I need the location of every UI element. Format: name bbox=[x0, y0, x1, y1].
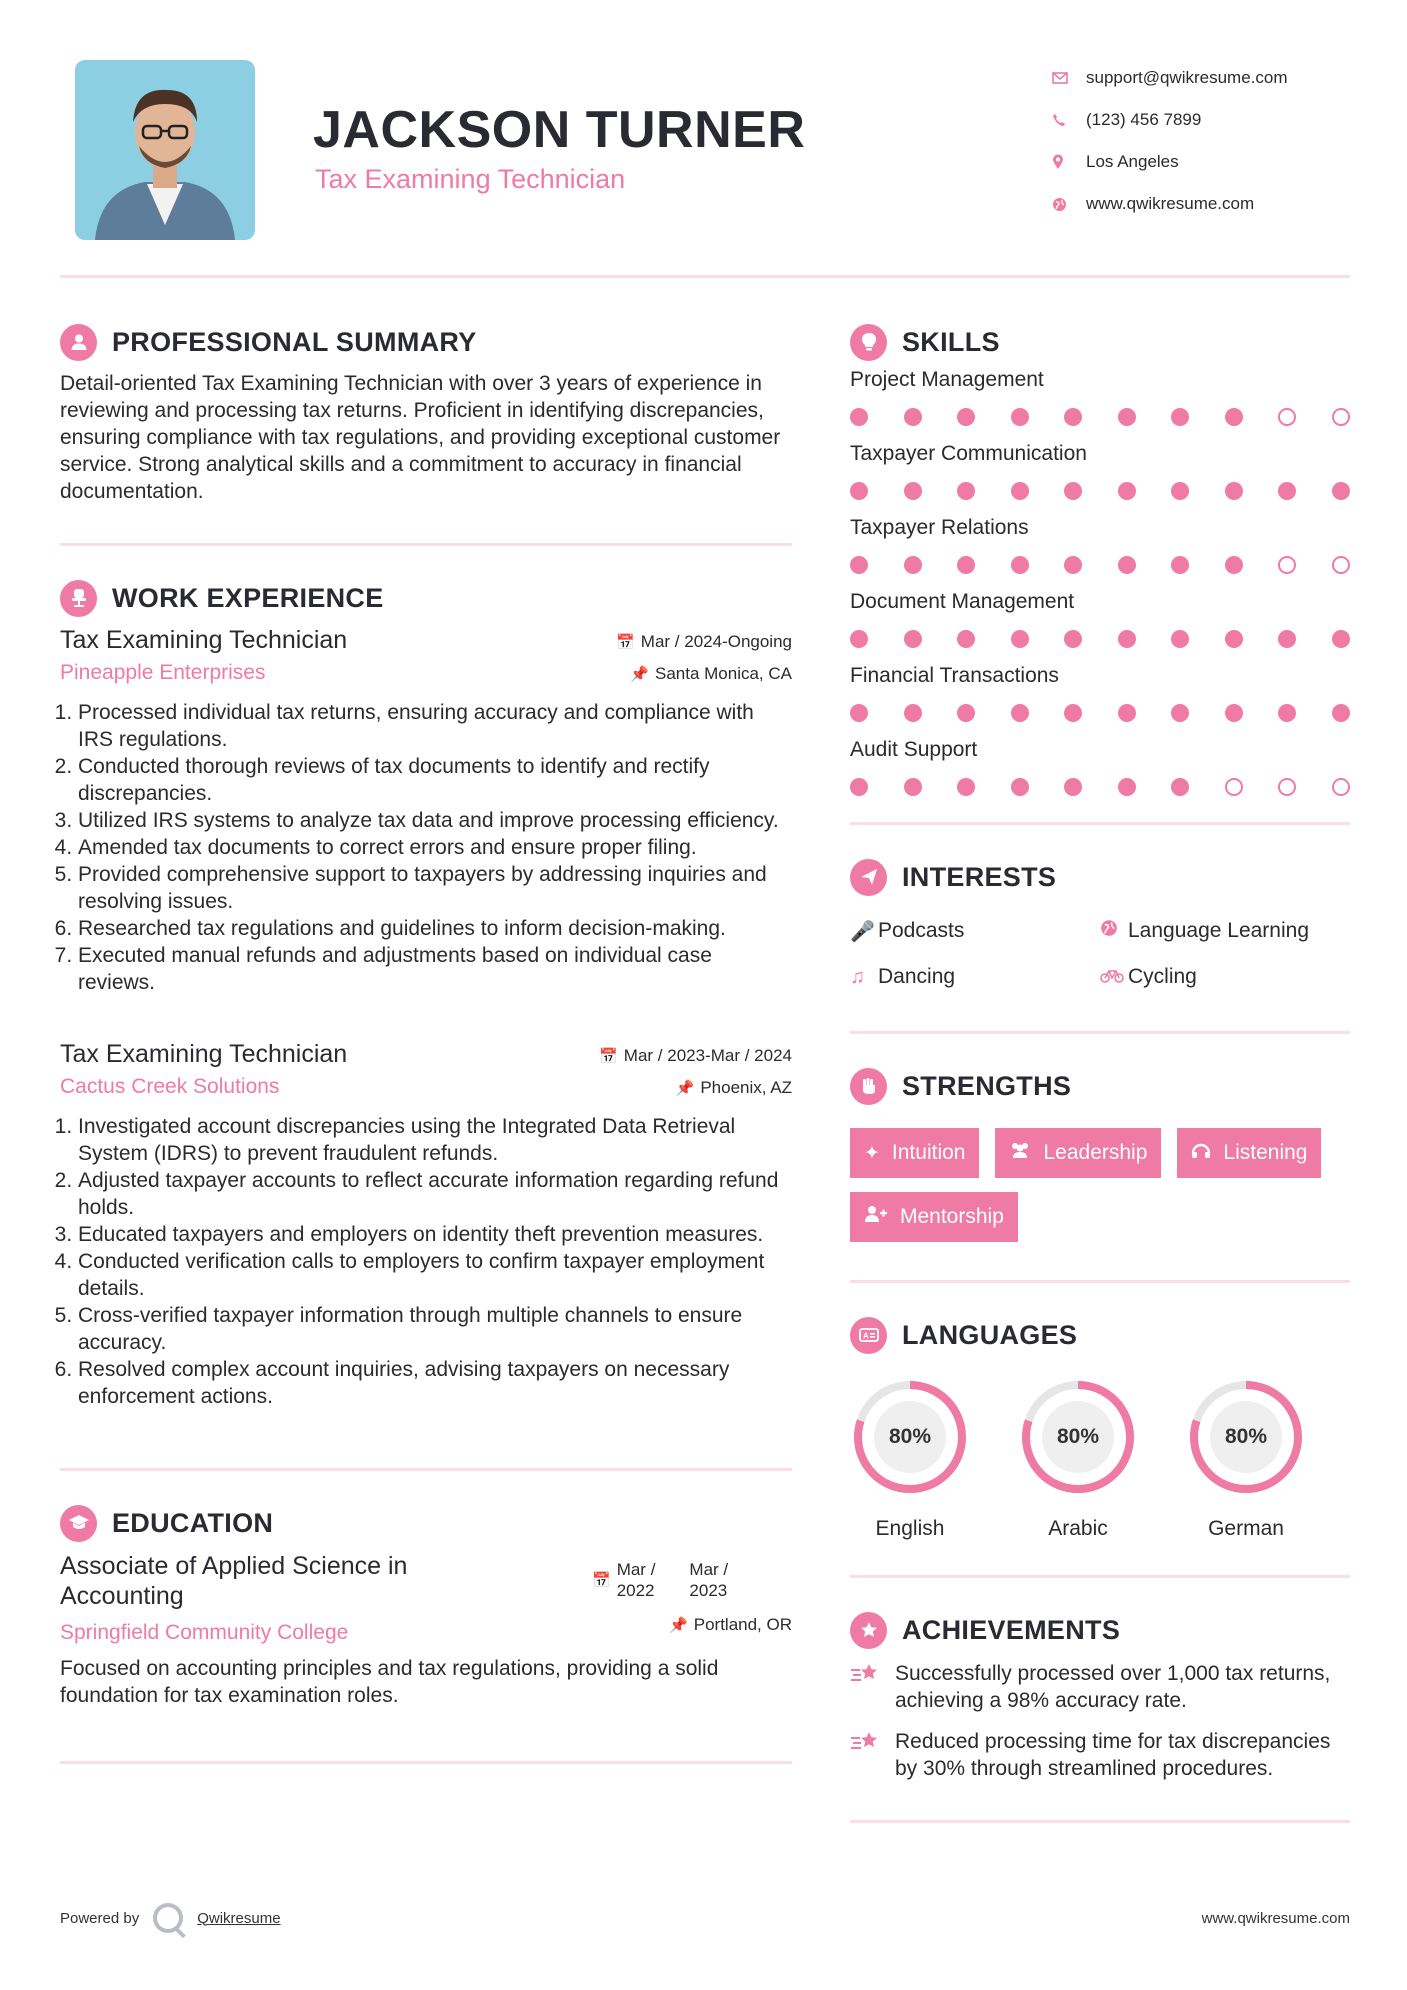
rating-dot-filled bbox=[1064, 482, 1082, 500]
shooting-star-icon bbox=[850, 1660, 895, 1714]
strengths-tags bbox=[850, 1128, 1350, 1242]
skill-name: Project Management bbox=[850, 368, 1044, 391]
interest-label: Podcasts bbox=[878, 919, 965, 942]
interests-section bbox=[850, 853, 1350, 993]
education-date-start bbox=[617, 1559, 656, 1601]
rating-dot-filled bbox=[957, 630, 975, 648]
music-note-icon: ♫ bbox=[850, 965, 865, 988]
contact-phone[interactable] bbox=[1052, 99, 1288, 141]
list-item: 3. Educated taxpayers and employers on identity theft prevention measures. bbox=[78, 1221, 792, 1248]
rating-dot-empty bbox=[1332, 778, 1350, 796]
strengths-section bbox=[850, 1062, 1350, 1242]
achievement-item bbox=[850, 1728, 1350, 1782]
language-item bbox=[1186, 1377, 1306, 1541]
contact-email[interactable] bbox=[1052, 57, 1288, 99]
rating-dot-filled bbox=[1225, 482, 1243, 500]
candidate-role: Tax Examining Technician bbox=[315, 164, 626, 194]
skill-name: Taxpayer Relations bbox=[850, 516, 1029, 539]
rating-dot-filled bbox=[1118, 704, 1136, 722]
language-ring bbox=[1186, 1377, 1306, 1497]
header-divider bbox=[60, 275, 1350, 278]
list-item: 6. Resolved complex account inquiries, advising taxpayers on necessary enforcement actions. bbox=[78, 1356, 792, 1410]
interest-item bbox=[850, 915, 1100, 947]
rating-dot-empty bbox=[1278, 408, 1296, 426]
list-item: 2. Conducted thorough reviews of tax documents to identify and rectify discrepancies. bbox=[78, 753, 792, 807]
rating-dot-filled bbox=[850, 630, 868, 648]
globe-icon bbox=[1100, 919, 1128, 943]
strength-tag bbox=[850, 1192, 1018, 1242]
summary-text: Detail-oriented Tax Examining Technician with over 3 years of experience in reviewing and processing tax returns. Proficient in identifying discrepancies, ensuring compliance with tax regulations, and providing exceptional customer service. Strong analytical skills and a commitment to accuracy in financial documentation. bbox=[60, 372, 781, 503]
strength-label: Intuition bbox=[891, 1141, 966, 1164]
job-entry bbox=[60, 1040, 792, 1410]
rating-dot-filled bbox=[1225, 556, 1243, 574]
job-duties bbox=[60, 1113, 792, 1410]
rating-dot-filled bbox=[957, 556, 975, 574]
job-date bbox=[616, 626, 792, 658]
rating-dot-empty bbox=[1225, 778, 1243, 796]
education-date-end bbox=[689, 1559, 728, 1601]
achievement-text: Reduced processing time for tax discrepancies by 30% through streamlined procedures. bbox=[895, 1730, 1331, 1780]
rating-dot-filled bbox=[1064, 778, 1082, 796]
interest-item bbox=[1100, 961, 1350, 993]
skills-title: SKILLS bbox=[902, 326, 1000, 357]
rating-dot-filled bbox=[1118, 408, 1136, 426]
rating-dot-filled bbox=[1171, 556, 1189, 574]
phone-icon bbox=[1052, 113, 1086, 127]
job-meta bbox=[599, 1040, 792, 1104]
summary-title: PROFESSIONAL SUMMARY bbox=[112, 326, 477, 357]
skill-item bbox=[850, 588, 1350, 662]
education-meta bbox=[592, 1551, 792, 1641]
resume-header bbox=[0, 0, 1407, 280]
interest-label: Cycling bbox=[1128, 965, 1197, 988]
rating-dot-filled bbox=[1332, 704, 1350, 722]
rating-dot-empty bbox=[1278, 556, 1296, 574]
rating-dot-filled bbox=[957, 408, 975, 426]
date-end-year: 2023 bbox=[689, 1581, 728, 1600]
pushpin-icon: 📌 bbox=[630, 666, 649, 683]
job-location-text: Phoenix, AZ bbox=[700, 1078, 792, 1097]
list-item: 1. Processed individual tax returns, ensuring accuracy and compliance with IRS regulations. bbox=[78, 699, 792, 753]
skills-section bbox=[850, 318, 1350, 810]
rating-dot-filled bbox=[850, 408, 868, 426]
job-meta bbox=[616, 626, 792, 690]
rating-dot-filled bbox=[1171, 408, 1189, 426]
skill-rating bbox=[850, 468, 1350, 514]
svg-text:A: A bbox=[862, 1331, 869, 1341]
rating-dot-filled bbox=[1225, 408, 1243, 426]
interests-title: INTERESTS bbox=[902, 861, 1057, 892]
achievements-section bbox=[850, 1606, 1350, 1782]
rating-dot-filled bbox=[1171, 630, 1189, 648]
contact-website[interactable] bbox=[1052, 183, 1288, 225]
contact-email-text: support@qwikresume.com bbox=[1086, 68, 1288, 87]
strength-label: Mentorship bbox=[900, 1205, 1004, 1228]
footer-website[interactable]: www.qwikresume.com bbox=[1201, 1909, 1350, 1927]
language-item bbox=[850, 1377, 970, 1541]
date-start-year: 2022 bbox=[616, 1581, 655, 1600]
language-name: English bbox=[875, 1517, 945, 1540]
skill-rating bbox=[850, 616, 1350, 662]
education-location bbox=[669, 1609, 792, 1641]
job-date bbox=[599, 1040, 792, 1072]
rating-dot-filled bbox=[1171, 704, 1189, 722]
avatar-illustration bbox=[75, 60, 255, 240]
rating-dot-filled bbox=[1011, 630, 1029, 648]
rating-dot-filled bbox=[1225, 630, 1243, 648]
footer bbox=[60, 1898, 1350, 1938]
job-company: Cactus Creek Solutions bbox=[60, 1075, 280, 1098]
rating-dot-filled bbox=[1171, 778, 1189, 796]
rating-dot-filled bbox=[904, 630, 922, 648]
summary-section bbox=[60, 318, 792, 505]
section-divider bbox=[850, 1575, 1350, 1578]
job-date-text: Mar / 2023-Mar / 2024 bbox=[623, 1046, 792, 1065]
rating-dot-filled bbox=[850, 482, 868, 500]
rating-dot-filled bbox=[1332, 630, 1350, 648]
raised-fist-icon bbox=[850, 1068, 887, 1105]
powered-by-label: Powered by bbox=[60, 1909, 140, 1927]
rating-dot-filled bbox=[1332, 482, 1350, 500]
section-divider bbox=[60, 543, 792, 546]
languages-section bbox=[850, 1311, 1350, 1541]
education-title: EDUCATION bbox=[112, 1507, 274, 1538]
experience-section bbox=[60, 574, 792, 1410]
users-icon bbox=[1009, 1141, 1031, 1165]
lightbulb-icon bbox=[850, 324, 887, 361]
language-ring bbox=[850, 1377, 970, 1497]
interests-list bbox=[850, 915, 1350, 993]
list-item: 1. Investigated account discrepancies using the Integrated Data Retrieval System (IDRS) to prevent fraudulent refunds. bbox=[78, 1113, 792, 1167]
rating-dot-empty bbox=[1278, 778, 1296, 796]
rating-dot-filled bbox=[957, 704, 975, 722]
language-item bbox=[1018, 1377, 1138, 1541]
language-percent: 80% bbox=[1056, 1425, 1100, 1448]
profile-photo bbox=[75, 60, 255, 240]
star-badge-icon bbox=[850, 1612, 887, 1649]
rating-dot-filled bbox=[957, 482, 975, 500]
rating-dot-filled bbox=[904, 408, 922, 426]
section-divider bbox=[60, 1468, 792, 1471]
envelope-icon bbox=[1052, 72, 1086, 84]
rating-dot-empty bbox=[1332, 408, 1350, 426]
office-chair-icon bbox=[60, 580, 97, 617]
language-percent: 80% bbox=[888, 1425, 932, 1448]
rating-dot-filled bbox=[1225, 704, 1243, 722]
graduation-cap-icon bbox=[60, 1505, 97, 1542]
date-end-month: Mar / bbox=[689, 1560, 729, 1579]
rating-dot-filled bbox=[1278, 482, 1296, 500]
achievement-text: Successfully processed over 1,000 tax returns, achieving a 98% accuracy rate. bbox=[895, 1662, 1331, 1712]
job-location-text: Santa Monica, CA bbox=[654, 664, 792, 683]
pushpin-icon: 📌 bbox=[669, 1617, 688, 1634]
interest-item bbox=[850, 961, 1100, 993]
language-card-icon bbox=[850, 1317, 887, 1354]
rating-dot-filled bbox=[1171, 482, 1189, 500]
rating-dot-filled bbox=[1278, 704, 1296, 722]
section-divider bbox=[850, 1280, 1350, 1283]
languages-title: LANGUAGES bbox=[902, 1319, 1078, 1350]
job-entry bbox=[60, 626, 792, 996]
list-item: 2. Adjusted taxpayer accounts to reflect accurate information regarding refund holds. bbox=[78, 1167, 792, 1221]
map-pin-icon bbox=[1052, 154, 1086, 170]
rating-dot-filled bbox=[1011, 482, 1029, 500]
pushpin-icon: 📌 bbox=[675, 1080, 695, 1097]
job-date-text: Mar / 2024-Ongoing bbox=[640, 632, 792, 651]
education-text: Focused on accounting principles and tax regulations, providing a solid foundation for tax examination roles. bbox=[60, 1657, 719, 1707]
skill-rating bbox=[850, 542, 1350, 588]
microphone-icon: 🎤 bbox=[850, 920, 875, 943]
brand-link[interactable]: Qwikresume bbox=[197, 1909, 281, 1927]
rating-dot-filled bbox=[1011, 408, 1029, 426]
language-name: Arabic bbox=[1048, 1517, 1108, 1540]
strength-tag bbox=[1177, 1128, 1321, 1178]
magic-wand-icon: ✦ bbox=[864, 1142, 880, 1164]
rating-dot-filled bbox=[1118, 630, 1136, 648]
rating-dot-filled bbox=[1064, 408, 1082, 426]
paper-plane-icon bbox=[850, 859, 887, 896]
languages-list bbox=[850, 1377, 1350, 1541]
contact-location-text: Los Angeles bbox=[1086, 152, 1179, 171]
skill-item bbox=[850, 662, 1350, 736]
contact-list bbox=[1052, 57, 1288, 225]
strength-label: Listening bbox=[1223, 1141, 1308, 1164]
rating-dot-filled bbox=[1064, 704, 1082, 722]
shooting-star-icon bbox=[850, 1728, 895, 1782]
education-entry bbox=[60, 1551, 792, 1709]
list-item: 3. Utilized IRS systems to analyze tax data and improve processing efficiency. bbox=[78, 807, 792, 834]
rating-dot-filled bbox=[1011, 778, 1029, 796]
rating-dot-filled bbox=[850, 704, 868, 722]
section-divider bbox=[850, 822, 1350, 825]
strength-tag bbox=[995, 1128, 1161, 1178]
contact-location bbox=[1052, 141, 1288, 183]
headphones-icon bbox=[1191, 1141, 1211, 1165]
rating-dot-filled bbox=[1064, 556, 1082, 574]
achievements-title: ACHIEVEMENTS bbox=[902, 1614, 1121, 1645]
experience-title: WORK EXPERIENCE bbox=[112, 582, 384, 613]
list-item: 5. Provided comprehensive support to taxpayers by addressing inquiries and resolving issues. bbox=[78, 861, 792, 915]
skill-item bbox=[850, 366, 1350, 440]
education-section bbox=[60, 1499, 792, 1709]
interest-label: Dancing bbox=[878, 965, 956, 988]
section-divider bbox=[850, 1031, 1350, 1034]
job-title: Tax Examining Technician bbox=[60, 626, 348, 654]
skill-rating bbox=[850, 690, 1350, 736]
skill-rating bbox=[850, 394, 1350, 440]
rating-dot-filled bbox=[1118, 482, 1136, 500]
degree-title: Associate of Applied Science in Accounting bbox=[60, 1552, 408, 1610]
rating-dot-filled bbox=[1011, 556, 1029, 574]
interest-label: Language Learning bbox=[1128, 919, 1310, 942]
strength-tag bbox=[850, 1128, 979, 1178]
achievement-item bbox=[850, 1660, 1350, 1714]
strengths-title: STRENGTHS bbox=[902, 1070, 1072, 1101]
job-duties bbox=[60, 699, 792, 996]
strength-label: Leadership bbox=[1043, 1141, 1148, 1164]
rating-dot-filled bbox=[1064, 630, 1082, 648]
rating-dot-filled bbox=[904, 556, 922, 574]
contact-website-text: www.qwikresume.com bbox=[1086, 194, 1255, 213]
rating-dot-filled bbox=[850, 778, 868, 796]
skill-name: Document Management bbox=[850, 590, 1075, 613]
globe-icon bbox=[1052, 197, 1086, 212]
school-name: Springfield Community College bbox=[60, 1621, 349, 1644]
list-item: 4. Conducted verification calls to employers to confirm taxpayer employment details. bbox=[78, 1248, 792, 1302]
section-divider bbox=[60, 1761, 792, 1764]
rating-dot-filled bbox=[904, 704, 922, 722]
rating-dot-filled bbox=[904, 778, 922, 796]
rating-dot-filled bbox=[1118, 778, 1136, 796]
calendar-icon: 📅 bbox=[592, 1571, 611, 1589]
language-ring bbox=[1018, 1377, 1138, 1497]
skills-list bbox=[850, 366, 1350, 810]
skill-item bbox=[850, 736, 1350, 810]
interest-item bbox=[1100, 915, 1350, 947]
candidate-name: JACKSON TURNER bbox=[313, 101, 806, 159]
calendar-icon: 📅 bbox=[616, 634, 635, 651]
language-name: German bbox=[1208, 1517, 1284, 1540]
rating-dot-filled bbox=[1278, 630, 1296, 648]
qwikresume-logo-icon bbox=[153, 1903, 183, 1933]
list-item: 7. Executed manual refunds and adjustments based on individual case reviews. bbox=[78, 942, 792, 996]
list-item: 5. Cross-verified taxpayer information through multiple channels to ensure accuracy. bbox=[78, 1302, 792, 1356]
education-location-text: Portland, OR bbox=[693, 1615, 792, 1634]
education-date bbox=[592, 1559, 728, 1601]
rating-dot-filled bbox=[957, 778, 975, 796]
skill-name: Audit Support bbox=[850, 738, 978, 761]
user-plus-icon bbox=[864, 1205, 888, 1229]
job-location bbox=[599, 1072, 792, 1104]
rating-dot-filled bbox=[1011, 704, 1029, 722]
list-item: 6. Researched tax regulations and guidelines to inform decision-making. bbox=[78, 915, 792, 942]
job-title: Tax Examining Technician bbox=[60, 1040, 348, 1068]
list-item: 4. Amended tax documents to correct errors and ensure proper filing. bbox=[78, 834, 792, 861]
calendar-icon: 📅 bbox=[599, 1048, 618, 1065]
rating-dot-empty bbox=[1332, 556, 1350, 574]
skill-rating bbox=[850, 764, 1350, 810]
skill-name: Financial Transactions bbox=[850, 664, 1059, 687]
left-column bbox=[60, 318, 792, 1764]
section-divider bbox=[850, 1820, 1350, 1823]
user-icon bbox=[60, 324, 97, 361]
date-start-month: Mar / bbox=[616, 1560, 656, 1579]
job-location bbox=[616, 658, 792, 690]
skill-name: Taxpayer Communication bbox=[850, 442, 1087, 465]
rating-dot-filled bbox=[850, 556, 868, 574]
skill-item bbox=[850, 440, 1350, 514]
job-company: Pineapple Enterprises bbox=[60, 661, 266, 684]
bicycle-icon bbox=[1100, 966, 1128, 989]
rating-dot-filled bbox=[1118, 556, 1136, 574]
skill-item bbox=[850, 514, 1350, 588]
right-column bbox=[850, 318, 1350, 1823]
rating-dot-filled bbox=[904, 482, 922, 500]
language-percent: 80% bbox=[1224, 1425, 1268, 1448]
contact-phone-text: (123) 456 7899 bbox=[1086, 110, 1202, 129]
powered-by bbox=[60, 1903, 281, 1933]
